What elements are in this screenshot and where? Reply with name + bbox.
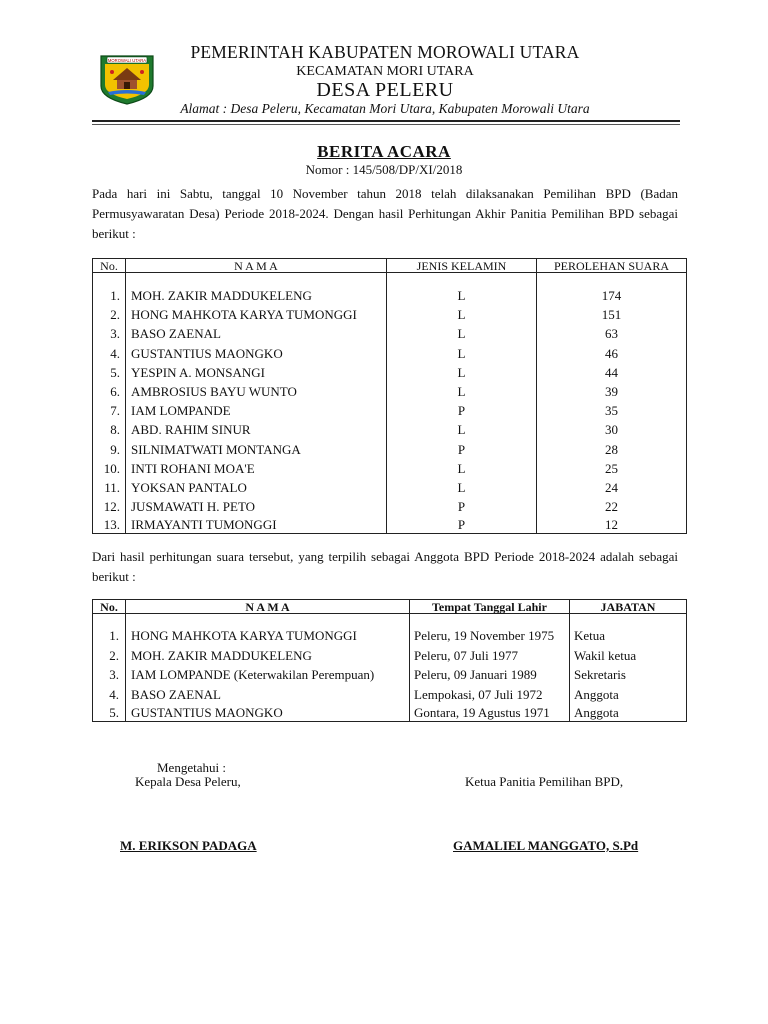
- table-row: [93, 401, 687, 420]
- cell-jabatan: Wakil ketua: [570, 646, 687, 666]
- opening-paragraph: Pada hari ini Sabtu, tanggal 10 November tahun 2018 telah dilaksanakan Pemilihan BPD (Badan Permusyawaratan Desa) Periode 2018-2024. Dengan hasil Perhitungan Akhir Panitia Pemilihan BPD sebagai berikut :: [92, 186, 678, 241]
- table-row: [93, 459, 687, 478]
- regency-logo: [98, 52, 156, 106]
- table-row: [93, 665, 687, 685]
- acknowledged-label: Mengetahui :: [157, 760, 226, 775]
- cell-no: 8.: [93, 420, 126, 439]
- cell-suara: 35: [537, 401, 687, 420]
- cell-nama: BASO ZAENAL: [126, 324, 387, 343]
- cell-jk: L: [387, 286, 537, 305]
- cell-suara: 25: [537, 459, 687, 478]
- cell-nama: MOH. ZAKIR MADDUKELENG: [126, 646, 410, 666]
- table-row: [93, 685, 687, 705]
- cell-jk: L: [387, 344, 537, 363]
- table-row: [93, 516, 687, 534]
- cell-ttl: Lempokasi, 07 Juli 1972: [410, 685, 570, 705]
- table-row: [93, 626, 687, 646]
- cell-jabatan: Anggota: [570, 704, 687, 722]
- cell-no: 3.: [93, 665, 126, 685]
- cell-no: 5.: [93, 704, 126, 722]
- table-row: [93, 363, 687, 382]
- cell-no: 13.: [93, 516, 126, 534]
- header-perolehan-suara: PEROLEHAN SUARA: [537, 259, 687, 273]
- header-no: No.: [93, 259, 126, 273]
- cell-suara: 174: [537, 286, 687, 305]
- table-row: [93, 420, 687, 439]
- table-row: [93, 324, 687, 343]
- table-row: [93, 440, 687, 459]
- cell-no: 12.: [93, 497, 126, 516]
- logo-banner-text: MOROWALI UTARA: [107, 58, 147, 63]
- cell-jk: L: [387, 420, 537, 439]
- committee-chair-title: Ketua Panitia Pemilihan BPD,: [465, 774, 624, 789]
- cell-jk: P: [387, 401, 537, 420]
- cell-suara: 24: [537, 478, 687, 497]
- cell-jabatan: Ketua: [570, 626, 687, 646]
- cell-nama: GUSTANTIUS MAONGKO: [126, 344, 387, 363]
- cell-ttl: Gontara, 19 Agustus 1971: [410, 704, 570, 722]
- committee-chair-name: GAMALIEL MANGGATO, S.Pd: [453, 838, 639, 853]
- header-nama: N A M A: [126, 600, 410, 614]
- cell-jk: P: [387, 516, 537, 534]
- cell-no: 4.: [93, 685, 126, 705]
- table-row: [93, 646, 687, 666]
- elected-members-table: [92, 599, 687, 722]
- cell-nama: IAM LOMPANDE: [126, 401, 387, 420]
- cell-no: 10.: [93, 459, 126, 478]
- cell-jk: L: [387, 363, 537, 382]
- cell-jk: L: [387, 478, 537, 497]
- cell-no: 9.: [93, 440, 126, 459]
- cell-nama: ABD. RAHIM SINUR: [126, 420, 387, 439]
- cell-suara: 63: [537, 324, 687, 343]
- table-row: [93, 344, 687, 363]
- cell-suara: 22: [537, 497, 687, 516]
- cell-ttl: Peleru, 09 Januari 1989: [410, 665, 570, 685]
- cell-nama: IRMAYANTI TUMONGGI: [126, 516, 387, 534]
- cell-no: 4.: [93, 344, 126, 363]
- document-number: Nomor : 145/508/DP/XI/2018: [305, 162, 463, 177]
- cell-nama: HONG MAHKOTA KARYA TUMONGGI: [126, 305, 387, 324]
- cell-ttl: Peleru, 07 Juli 1977: [410, 646, 570, 666]
- table-row: [93, 478, 687, 497]
- village-head-name: M. ERIKSON PADAGA: [120, 838, 257, 853]
- cell-jk: L: [387, 305, 537, 324]
- cell-no: 2.: [93, 646, 126, 666]
- cell-suara: 12: [537, 516, 687, 534]
- cell-suara: 30: [537, 420, 687, 439]
- cell-nama: MOH. ZAKIR MADDUKELENG: [126, 286, 387, 305]
- table-row: [93, 497, 687, 516]
- letterhead-government: PEMERINTAH KABUPATEN MOROWALI UTARA: [190, 42, 580, 62]
- cell-jk: L: [387, 324, 537, 343]
- cell-nama: SILNIMATWATI MONTANGA: [126, 440, 387, 459]
- letterhead-address: Alamat : Desa Peleru, Kecamatan Mori Utara, Kabupaten Morowali Utara: [180, 101, 590, 116]
- cell-no: 2.: [93, 305, 126, 324]
- cell-suara: 39: [537, 382, 687, 401]
- header-no: No.: [93, 600, 126, 614]
- cell-jk: L: [387, 459, 537, 478]
- cell-no: 7.: [93, 401, 126, 420]
- cell-nama: BASO ZAENAL: [126, 685, 410, 705]
- cell-nama: INTI ROHANI MOA'E: [126, 459, 387, 478]
- cell-nama: YESPIN A. MONSANGI: [126, 363, 387, 382]
- cell-no: 5.: [93, 363, 126, 382]
- letterhead-rule-thick: [92, 120, 680, 122]
- village-head-title: Kepala Desa Peleru,: [135, 774, 241, 789]
- cell-jk: P: [387, 497, 537, 516]
- letterhead-rule-thin: [92, 124, 680, 125]
- cell-no: 1.: [93, 626, 126, 646]
- cell-suara: 151: [537, 305, 687, 324]
- cell-jabatan: Sekretaris: [570, 665, 687, 685]
- table-spacer-row: [93, 273, 687, 287]
- table-row: [93, 382, 687, 401]
- cell-nama: IAM LOMPANDE (Keterwakilan Perempuan): [126, 665, 410, 685]
- cell-nama: GUSTANTIUS MAONGKO: [126, 704, 410, 722]
- table-row: [93, 704, 687, 722]
- cell-ttl: Peleru, 19 November 1975: [410, 626, 570, 646]
- cell-jabatan: Anggota: [570, 685, 687, 705]
- letterhead-district: KECAMATAN MORI UTARA: [296, 64, 474, 79]
- table-spacer-row: [93, 614, 687, 627]
- table-row: [93, 305, 687, 324]
- cell-jk: P: [387, 440, 537, 459]
- cell-nama: JUSMAWATI H. PETO: [126, 497, 387, 516]
- letterhead-village: DESA PELERU: [316, 79, 454, 101]
- cell-nama: YOKSAN PANTALO: [126, 478, 387, 497]
- vote-results-table: [92, 258, 687, 534]
- cell-no: 3.: [93, 324, 126, 343]
- cell-suara: 28: [537, 440, 687, 459]
- cell-suara: 44: [537, 363, 687, 382]
- result-paragraph: Dari hasil perhitungan suara tersebut, yang terpilih sebagai Anggota BPD Periode 2018-2024 adalah sebagai berikut :: [92, 549, 678, 584]
- header-jenis-kelamin: JENIS KELAMIN: [387, 259, 537, 273]
- cell-nama: AMBROSIUS BAYU WUNTO: [126, 382, 387, 401]
- cell-no: 11.: [93, 478, 126, 497]
- document-title: BERITA ACARA: [317, 142, 451, 161]
- header-nama: N A M A: [126, 259, 387, 273]
- cell-no: 1.: [93, 286, 126, 305]
- header-jabatan: JABATAN: [570, 600, 687, 614]
- header-tempat-tanggal-lahir: Tempat Tanggal Lahir: [410, 600, 570, 614]
- cell-no: 6.: [93, 382, 126, 401]
- table-row: [93, 286, 687, 305]
- cell-jk: L: [387, 382, 537, 401]
- cell-suara: 46: [537, 344, 687, 363]
- cell-nama: HONG MAHKOTA KARYA TUMONGGI: [126, 626, 410, 646]
